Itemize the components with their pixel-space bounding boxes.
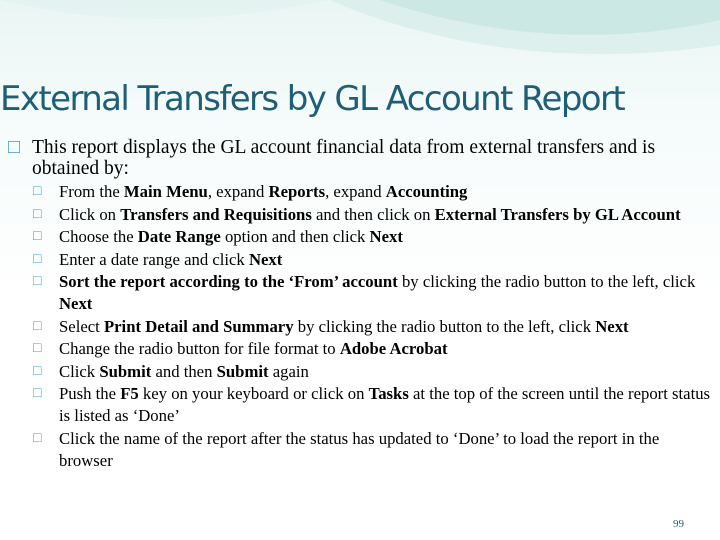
- step-text: , expand: [325, 182, 386, 201]
- bold-term: Print Detail and Summary: [103, 316, 294, 336]
- slide-body: [8, 137, 714, 472]
- list-item: [33, 249, 714, 271]
- square-bullet-icon: □: [33, 206, 42, 222]
- square-bullet-icon: □: [33, 251, 42, 267]
- bold-term: Reports: [268, 182, 326, 201]
- square-bullet-icon: □: [33, 184, 42, 199]
- list-item: [33, 181, 714, 203]
- step-text: Click: [59, 361, 100, 381]
- page-number: 99: [673, 518, 684, 530]
- square-bullet-icon: □: [33, 341, 42, 356]
- step-text: and then: [151, 361, 217, 381]
- bold-term: Submit: [99, 361, 152, 381]
- step-text: Choose the: [59, 227, 138, 246]
- step-text: key on your keyboard or click on: [138, 384, 369, 403]
- bold-term: Next: [595, 316, 629, 336]
- square-bullet-icon: □: [33, 229, 42, 244]
- step-text: , expand: [207, 182, 269, 201]
- step-text: at the top of the screen until the report status is listed as ‘Done’: [59, 384, 711, 425]
- header-wave-decoration: [0, 0, 720, 80]
- step-text: by clicking the radio button to the left, click: [293, 316, 596, 336]
- step-text: Click the name of the report after the status has updated to ‘Done’ to load the report in the browser: [59, 428, 660, 470]
- square-bullet-icon: □: [8, 136, 21, 158]
- list-item: [33, 383, 714, 427]
- intro-text: This report displays the GL account financial data from external transfers and is obtained by:: [32, 137, 656, 179]
- list-item: [33, 226, 714, 248]
- step-text: again: [268, 361, 309, 381]
- bold-term: F5: [120, 384, 139, 403]
- bold-term: Transfers and Requisitions: [120, 204, 312, 224]
- list-item: [33, 271, 714, 315]
- square-bullet-icon: □: [33, 318, 42, 334]
- square-bullet-icon: □: [33, 363, 42, 379]
- list-item: [33, 361, 714, 383]
- intro-paragraph: [8, 137, 714, 179]
- step-text: Push the: [59, 384, 121, 403]
- step-text: Enter a date range and click: [59, 249, 249, 269]
- step-text: Click on: [59, 204, 121, 224]
- bold-term: Next: [59, 294, 93, 313]
- list-item: [33, 338, 714, 360]
- square-bullet-icon: □: [33, 430, 42, 446]
- bold-term: Main Menu: [123, 182, 208, 201]
- bold-term: Date Range: [137, 227, 221, 246]
- step-text: Change the radio button for file format to: [59, 339, 340, 358]
- step-text: From the: [59, 182, 124, 201]
- step-text: option and then click: [220, 227, 370, 246]
- bold-term: Adobe Acrobat: [339, 339, 448, 358]
- list-item: [33, 204, 714, 226]
- list-item: [33, 428, 714, 472]
- bold-term: Sort the report according to the ‘From’ account: [59, 272, 398, 291]
- bold-term: Next: [369, 227, 403, 246]
- step-text: by clicking the radio button to the left, click: [397, 272, 696, 291]
- step-text: Select: [59, 316, 104, 336]
- step-text: and then click on: [311, 204, 435, 224]
- bold-term: External Transfers by GL Account: [434, 204, 681, 224]
- bold-term: Accounting: [385, 182, 468, 201]
- bold-term: Next: [248, 249, 283, 269]
- list-item: [33, 316, 714, 338]
- bold-term: Tasks: [368, 384, 409, 403]
- square-bullet-icon: □: [33, 386, 42, 401]
- slide-title: External Transfers by GL Account Report: [0, 79, 625, 119]
- square-bullet-icon: □: [33, 274, 42, 289]
- steps-list: [8, 181, 714, 472]
- bold-term: Submit: [216, 361, 269, 381]
